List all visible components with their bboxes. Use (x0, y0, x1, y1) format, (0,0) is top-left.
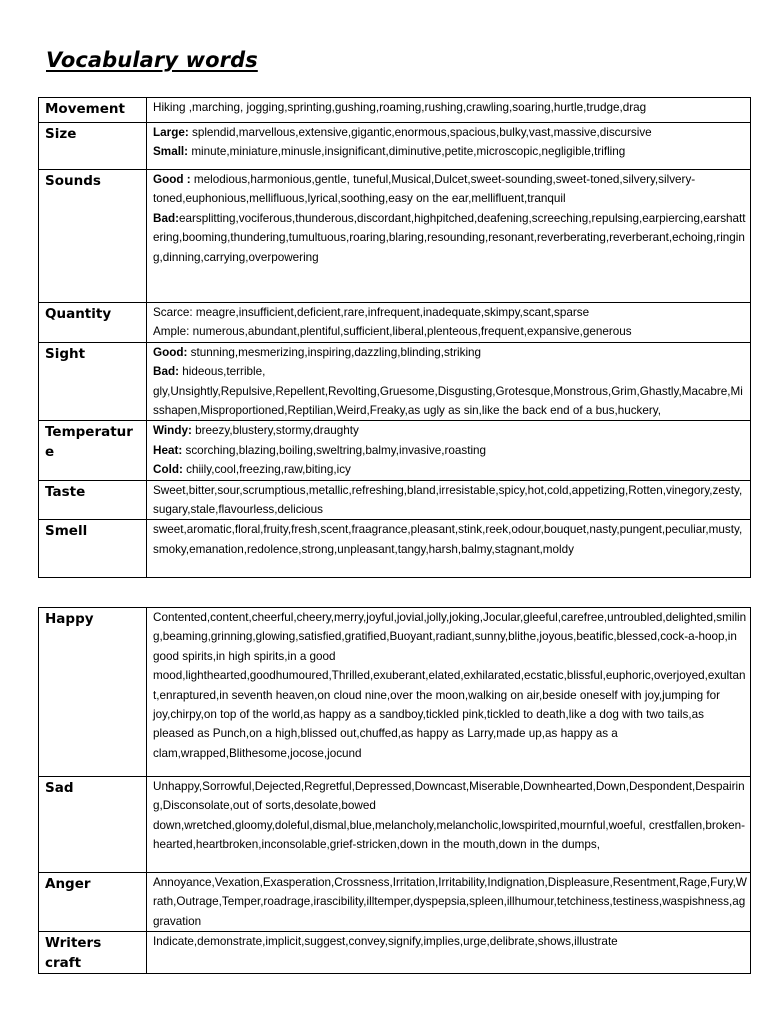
word-list: melodious,harmonious,gentle, tuneful,Musical,Dulcet,sweet-sounding,sweet-toned,silvery,silvery-toned,euphonious,mellifluous,lyrical,soothing,easy on the ear,mellifluent,tranquil (153, 173, 696, 206)
subcategory-label: Bad: (153, 365, 179, 379)
word-line (153, 520, 747, 559)
category-cell: Anger (39, 873, 147, 932)
category-cell: Sad (39, 777, 147, 873)
category-cell: Size (39, 123, 147, 170)
word-line (153, 123, 747, 142)
vocabulary-table-senses (38, 97, 751, 578)
word-line (153, 343, 747, 362)
category-cell: Movement (39, 98, 147, 123)
category-cell: Happy (39, 608, 147, 777)
table-row (39, 303, 751, 343)
word-list: Scarce: meagre,insufficient,deficient,rare,infrequent,inadequate,skimpy,scant,sparse (153, 306, 590, 319)
word-line (153, 608, 747, 763)
page-title: Vocabulary words (46, 48, 258, 72)
word-line (153, 322, 747, 341)
words-cell (147, 608, 751, 777)
word-line (153, 777, 747, 855)
word-list: Ample: numerous,abundant,plentiful,sufficient,liberal,plenteous,frequent,expansive,generous (153, 325, 632, 339)
word-list: splendid,marvellous,extensive,gigantic,enormous,spacious,bulky,vast,massive,discursive (188, 126, 652, 139)
table-row (39, 932, 751, 974)
word-line (153, 421, 747, 440)
category-cell: Smell (39, 520, 147, 578)
table-row (39, 480, 751, 520)
word-list: chiily,cool,freezing,raw,biting,icy (182, 463, 351, 477)
words-cell (147, 932, 751, 974)
word-list: Unhappy,Sorrowful,Dejected,Regretful,Depressed,Downcast,Miserable,Downhearted,Down,Despondent,Despairing,Disconsolate,out of sorts,desolate,bowed down,wretched,gloomy,doleful,dismal,blue,melancholy,melancholic,lowspirited,mournful,woeful, crestfallen,broken-hearted,heartbroken,inconsolable,grief-stricken,down in the mouth,down in the dumps, (153, 780, 746, 852)
table-row (39, 98, 751, 123)
word-line (153, 481, 747, 520)
subcategory-label: Good: (153, 345, 188, 359)
words-cell (147, 98, 751, 123)
word-line (153, 303, 747, 322)
word-line (153, 142, 747, 161)
words-cell (147, 873, 751, 932)
table-row (39, 421, 751, 480)
words-cell (147, 303, 751, 343)
vocabulary-table-emotions (38, 607, 751, 974)
table-row (39, 608, 751, 777)
category-cell: Writers craft (39, 932, 147, 974)
table-row (39, 873, 751, 932)
table-row (39, 520, 751, 578)
subcategory-label: Small: (153, 145, 189, 159)
words-cell (147, 123, 751, 170)
word-list: scorching,blazing,boiling,sweltring,balmy,invasive,roasting (182, 443, 487, 457)
word-line (153, 170, 747, 209)
category-cell: Sight (39, 342, 147, 421)
word-list: sweet,aromatic,floral,fruity,fresh,scent,fraagrance,pleasant,stink,reek,odour,bouquet,nasty,pungent,peculiar,musty,smoky,emanation,redolence,strong,unpleasant,tangy,harsh,balmy,stagnant,moldy (153, 523, 743, 556)
word-list: minute,miniature,minusle,insignificant,diminutive,petite,microscopic,negligible,trifling (188, 145, 626, 159)
word-list: Hiking ,marching, jogging,sprinting,gushing,roaming,rushing,crawling,soaring,hurtle,trudge,drag (153, 101, 647, 114)
table-row (39, 342, 751, 421)
table-body (39, 608, 751, 974)
table-row (39, 123, 751, 170)
subcategory-label: Large: (153, 126, 189, 139)
category-cell: Taste (39, 480, 147, 520)
words-cell (147, 480, 751, 520)
word-line (153, 209, 747, 267)
word-list: stunning,mesmerizing,inspiring,dazzling,blinding,striking (187, 345, 482, 359)
word-list: Contented,content,cheerful,cheery,merry,joyful,jovial,jolly,joking,Jocular,gleeful,carefree,untroubled,delighted,smiling,beaming,grinning,glowing,satisfied,gratified,Buoyant,radiant,sunny,blithe,joyous,beatific,blessed,cock-a-hoop,in good spirits,in high spirits,in a good mood,lighthearted,goodhumoured,Thrilled,exuberant,elated,exhilarated,ecstatic,blissful,euphoric,overjoyed,exultant,enraptured,in seventh heaven,on cloud nine,over the moon,walking on air,beside oneself with joy,jumping for joy,chirpy,on top of the world,as happy as a sandboy,tickled pink,tickled to death,like a dog with two tails,as pleased as Punch,on a high,blissed out,chuffed,as happy as Larry,made up,as happy as a clam,wrapped,Blithesome,jocose,jocund (153, 611, 747, 760)
subcategory-label: Cold: (153, 463, 183, 477)
word-list: Indicate,demonstrate,implicit,suggest,convey,signify,implies,urge,delibrate,shows,illustrate (153, 935, 618, 949)
table-body (39, 98, 751, 578)
word-list: Sweet,bitter,sour,scrumptious,metallic,refreshing,bland,irresistable,spicy,hot,cold,appetizing,Rotten,vinegory,zesty,sugary,stale,flavourless,delicious (153, 483, 743, 517)
category-cell: Quantity (39, 303, 147, 343)
word-line (153, 441, 747, 460)
table-row (39, 170, 751, 303)
word-line (153, 873, 747, 931)
subcategory-label: Good : (153, 173, 191, 186)
word-line (153, 98, 747, 117)
word-list: breezy,blustery,stormy,draughty (191, 424, 359, 438)
word-line (153, 460, 747, 479)
words-cell (147, 170, 751, 303)
table-row (39, 777, 751, 873)
words-cell (147, 342, 751, 421)
word-list: hideous,terrible, gly,Unsightly,Repulsive,Repellent,Revolting,Gruesome,Disgusting,Grotesque,Monstrous,Grim,Ghastly,Macabre,Misshapen,Misproportioned,Reptilian,Weird,Freaky,as ugly as sin,like the back end of a bus,huckery, (153, 365, 743, 418)
words-cell (147, 777, 751, 873)
category-cell: Temperature (39, 421, 147, 480)
word-line (153, 932, 747, 951)
words-cell (147, 421, 751, 480)
subcategory-label: Windy: (153, 424, 192, 438)
subcategory-label: Bad: (153, 211, 179, 225)
subcategory-label: Heat: (153, 443, 183, 457)
word-list: earsplitting,vociferous,thunderous,discordant,highpitched,deafening,screeching,repulsing,earpiercing,earshattering,booming,thundering,tumultuous,roaring,blaring,resounding,resonant,reverberating,reverberant,echoing,ringing,dinning,carrying,overpowering (153, 211, 746, 264)
category-cell: Sounds (39, 170, 147, 303)
words-cell (147, 520, 751, 578)
word-line (153, 362, 747, 420)
word-list: Annoyance,Vexation,Exasperation,Crossness,Irritation,Irritability,Indignation,Displeasure,Resentment,Rage,Fury,Wrath,Outrage,Temper,roadrage,irascibility,illtemper,dyspepsia,spleen,illhumour,tetchiness,testiness,waspishness,aggravation (153, 876, 747, 928)
